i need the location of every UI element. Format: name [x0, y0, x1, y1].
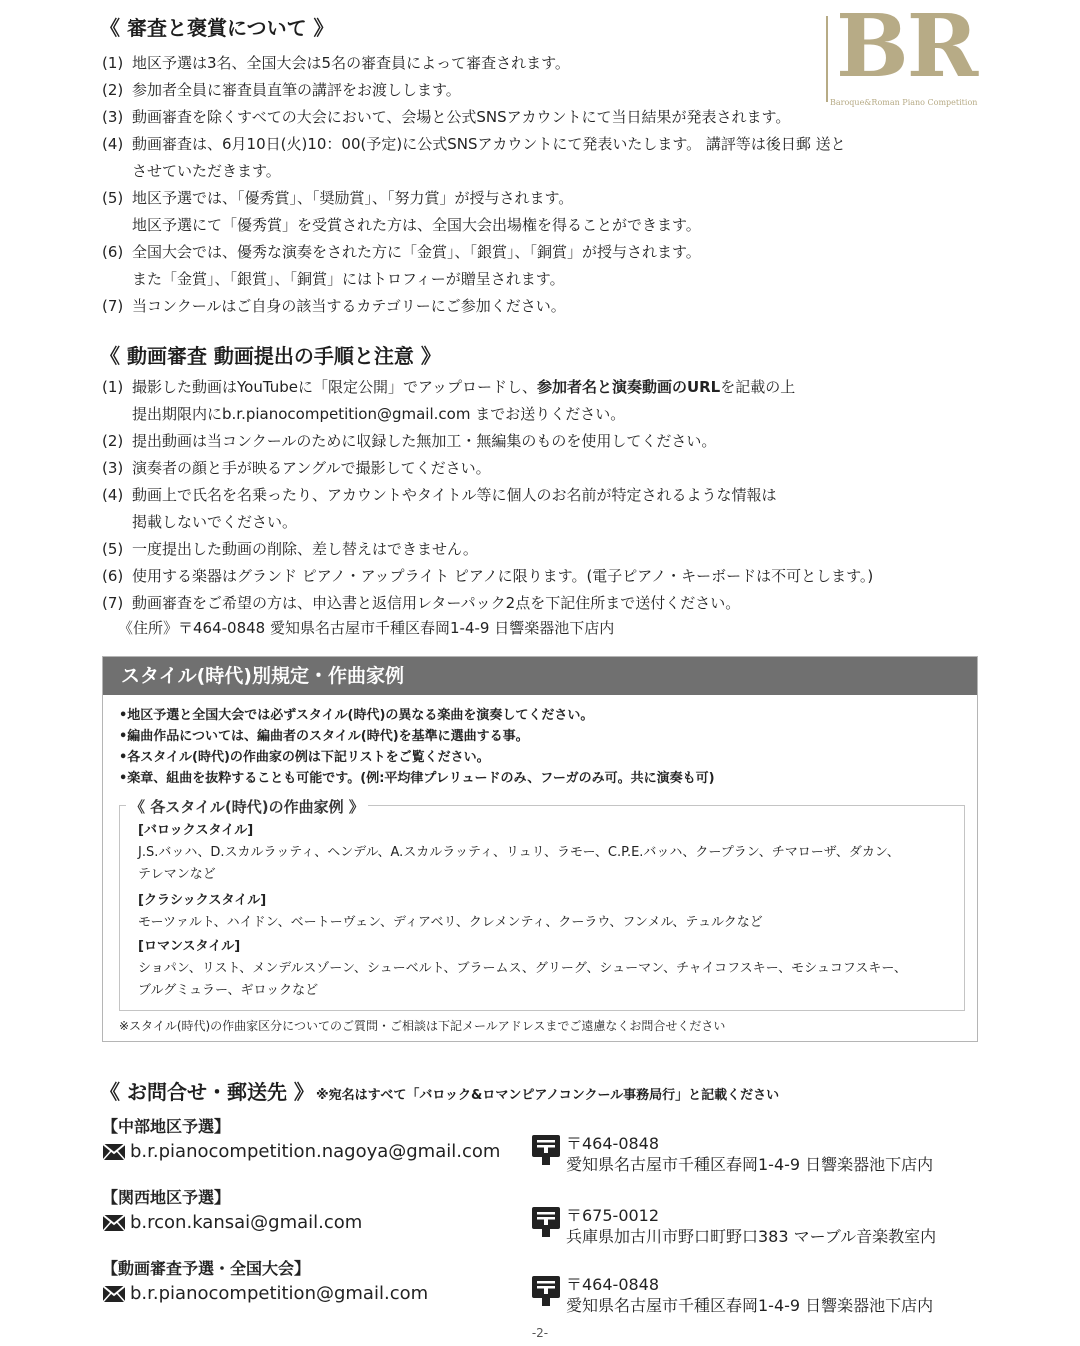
- roman-style-block: [138, 936, 948, 1002]
- item-number: (4): [102, 486, 124, 504]
- item-number: (1): [102, 378, 124, 396]
- postbox-icon: [532, 1135, 560, 1165]
- roman-style-title: [ロマンスタイル]: [138, 939, 241, 954]
- item-text: 動画審査をご希望の方は、申込書と返信用レターパック2点を下記住所まで送付ください。: [132, 594, 741, 612]
- item-text: 地区予選では、「優秀賞」、「奨励賞」、「努力賞」が授与されます。: [132, 189, 574, 207]
- item-text: [102, 374, 982, 401]
- list-item: [102, 131, 982, 185]
- email-row-video-national[interactable]: [102, 1283, 428, 1304]
- baroque-composers: テレマンなど: [138, 867, 216, 882]
- item-number: (2): [102, 81, 124, 99]
- list-item: [102, 293, 982, 320]
- list-item: [102, 374, 982, 428]
- address-text: 愛知県名古屋市千種区春岡1-4-9 日響楽器池下店内: [566, 1155, 934, 1174]
- logo-letters: BR: [836, 0, 977, 97]
- list-item: [102, 77, 982, 104]
- judging-list: [102, 50, 982, 320]
- composer-examples-box: [119, 798, 965, 1011]
- item-number: (3): [102, 459, 124, 477]
- list-item: [102, 104, 982, 131]
- item-text: 動画審査は、6月10日(火)10：00(予定)に公式SNSアカウントにて発表いたします。 講評等は後日郵 送と: [132, 135, 846, 153]
- classic-style-title: [クラシックスタイル]: [138, 893, 267, 908]
- item-number: (4): [102, 135, 124, 153]
- address-text: 兵庫県加古川市野口町野口383 マーブル音楽教室内: [566, 1227, 937, 1246]
- address-text: 愛知県名古屋市千種区春岡1-4-9 日響楽器池下店内: [566, 1296, 934, 1315]
- video-heading: 《 動画審査 動画提出の手順と注意 》: [100, 344, 441, 368]
- mail-icon: [102, 1285, 126, 1303]
- item-text: 使用する楽器はグランド ピアノ・アップライト ピアノに限ります。(電子ピアノ・キーボードは不可とします。): [132, 567, 874, 585]
- rule-bullet: •地区予選と全国大会では必ずスタイル(時代)の異なる楽曲を演奏してください。: [119, 708, 594, 723]
- email-link[interactable]: b.rcon.kansai@gmail.com: [130, 1212, 363, 1233]
- item-number: (1): [102, 54, 124, 72]
- list-item: [102, 185, 982, 239]
- email-link[interactable]: b.r.pianocompetition.nagoya@gmail.com: [130, 1141, 501, 1162]
- composer-examples-title: 《 各スタイル(時代)の作曲家例 》: [126, 796, 368, 817]
- item-text: 提出動画は当コンクールのために収録した無加工・無編集のものを使用してください。: [132, 432, 717, 450]
- rule-bullet: •編曲作品については、編曲者のスタイル(時代)を基準に選曲する事。: [119, 729, 529, 744]
- item-number: (5): [102, 540, 124, 558]
- item-text: 全国大会では、優秀な演奏をされた方に「金賞」、「銀賞」、「銅賞」が授与されます。: [132, 243, 701, 261]
- item-text: 動画上で氏名を名乗ったり、アカウントやタイトル等に個人のお名前が特定されるような情報は: [132, 486, 777, 504]
- item-number: (7): [102, 594, 124, 612]
- item-text: させていただきます。: [132, 162, 281, 180]
- baroque-style-block: [138, 820, 948, 886]
- submission-address: 《住所》〒464-0848 愛知県名古屋市千種区春岡1-4-9 日響楽器池下店内: [118, 619, 615, 637]
- postal-address: [566, 1274, 933, 1316]
- item-text: また「金賞」、「銀賞」、「銅賞」にはトロフィーが贈呈されます。: [132, 270, 565, 288]
- mail-icon: [102, 1214, 126, 1232]
- region-title-video-national: 【動画審査予選・全国大会】: [102, 1259, 311, 1278]
- item-text: 当コンクールはご自身の該当するカテゴリーにご参加ください。: [132, 297, 566, 315]
- item-number: (6): [102, 567, 124, 585]
- postal-code: 〒464-0848: [566, 1134, 660, 1153]
- postbox-icon: [532, 1207, 560, 1237]
- contact-heading: [100, 1076, 779, 1105]
- classic-style-block: [138, 890, 948, 934]
- style-rules-box: [102, 656, 978, 1042]
- item-text: 地区予選にて「優秀賞」を受賞された方は、全国大会出場権を得ることができます。: [132, 216, 701, 234]
- item-text: 参加者全員に審査員直筆の講評をお渡しします。: [132, 81, 461, 99]
- page-number: -2-: [531, 1326, 549, 1340]
- mail-icon: [102, 1143, 126, 1161]
- contact-heading-text: 《 お問合せ・郵送先 》: [100, 1080, 314, 1104]
- email-row-kansai[interactable]: [102, 1212, 362, 1233]
- style-rules-header: スタイル(時代)別規定・作曲家例: [103, 657, 977, 695]
- contact-note: ※宛名はすべて「バロック&ロマンピアノコンクール事務局行」と記載ください: [315, 1088, 780, 1103]
- item-number: (3): [102, 108, 124, 126]
- list-item: [102, 482, 982, 536]
- item-text-part: を記載の上: [720, 378, 796, 396]
- item-text: 提出期限内にb.r.pianocompetition@gmail.com までお送りください。: [132, 405, 626, 423]
- list-item: [102, 428, 982, 455]
- item-text: 一度提出した動画の削除、差し替えはできません。: [132, 540, 478, 558]
- postal-code: 〒464-0848: [566, 1275, 660, 1294]
- roman-composers: ショパン、リスト、メンデルスゾーン、シューベルト、ブラームス、グリーグ、シューマン、チャイコフスキー、モシュコフスキー、: [138, 961, 907, 976]
- item-text: 掲載しないでください。: [132, 513, 298, 531]
- baroque-style-title: [バロックスタイル]: [138, 823, 254, 838]
- item-number: (2): [102, 432, 124, 450]
- roman-composers: ブルグミュラー、ギロックなど: [138, 983, 319, 998]
- list-item: [102, 563, 982, 590]
- judging-heading: 《 審査と褒賞について 》: [100, 16, 334, 40]
- style-rules-bullets: [119, 705, 969, 789]
- item-text: 動画審査を除くすべての大会において、会場と公式SNSアカウントにて当日結果が発表されます。: [132, 108, 791, 126]
- email-link[interactable]: b.r.pianocompetition@gmail.com: [130, 1283, 429, 1304]
- item-text: 地区予選は3名、全国大会は5名の審査員によって審査されます。: [132, 54, 570, 72]
- list-item: [102, 239, 982, 293]
- region-title-kansai: 【関西地区予選】: [102, 1188, 231, 1207]
- postal-address: [566, 1133, 933, 1175]
- logo-subtitle: Baroque&Roman Piano Competition: [830, 98, 978, 107]
- item-text-emphasis: 参加者名と演奏動画のURL: [536, 378, 721, 396]
- video-list: [102, 374, 982, 617]
- item-number: (7): [102, 297, 124, 315]
- list-item: [102, 455, 982, 482]
- list-item: [102, 590, 982, 617]
- list-item: [102, 536, 982, 563]
- region-title-chubu: 【中部地区予選】: [102, 1117, 231, 1136]
- postbox-icon: [532, 1276, 560, 1306]
- list-item: [102, 50, 982, 77]
- email-row-chubu[interactable]: [102, 1141, 500, 1162]
- item-text: 演奏者の顔と手が映るアングルで撮影してください。: [132, 459, 491, 477]
- rule-bullet: •各スタイル(時代)の作曲家の例は下記リストをご覧ください。: [119, 750, 490, 765]
- classic-composers: モーツァルト、ハイドン、ベートーヴェン、ディアベリ、クレメンティ、クーラウ、フンメル、テュルクなど: [138, 915, 763, 930]
- item-text-part: 撮影した動画はYouTubeに「限定公開」でアップロードし、: [132, 378, 537, 396]
- postal-code: 〒675-0012: [566, 1206, 660, 1225]
- rule-bullet: •楽章、組曲を抜粋することも可能です。(例:平均律プレリュードのみ、フーガのみ可。共に演奏も可): [119, 771, 715, 786]
- baroque-composers: J.S.バッハ、D.スカルラッティ、ヘンデル、A.スカルラッティ、リュリ、ラモー、C.P.E.バッハ、クープラン、チマローザ、ダカン、: [138, 845, 900, 860]
- postal-address: [566, 1205, 936, 1247]
- style-note: ※スタイル(時代)の作曲家区分についてのご質問・ご相談は下記メールアドレスまでご遠慮なくお問合せください: [119, 1019, 726, 1033]
- item-number: (6): [102, 243, 124, 261]
- item-number: (5): [102, 189, 124, 207]
